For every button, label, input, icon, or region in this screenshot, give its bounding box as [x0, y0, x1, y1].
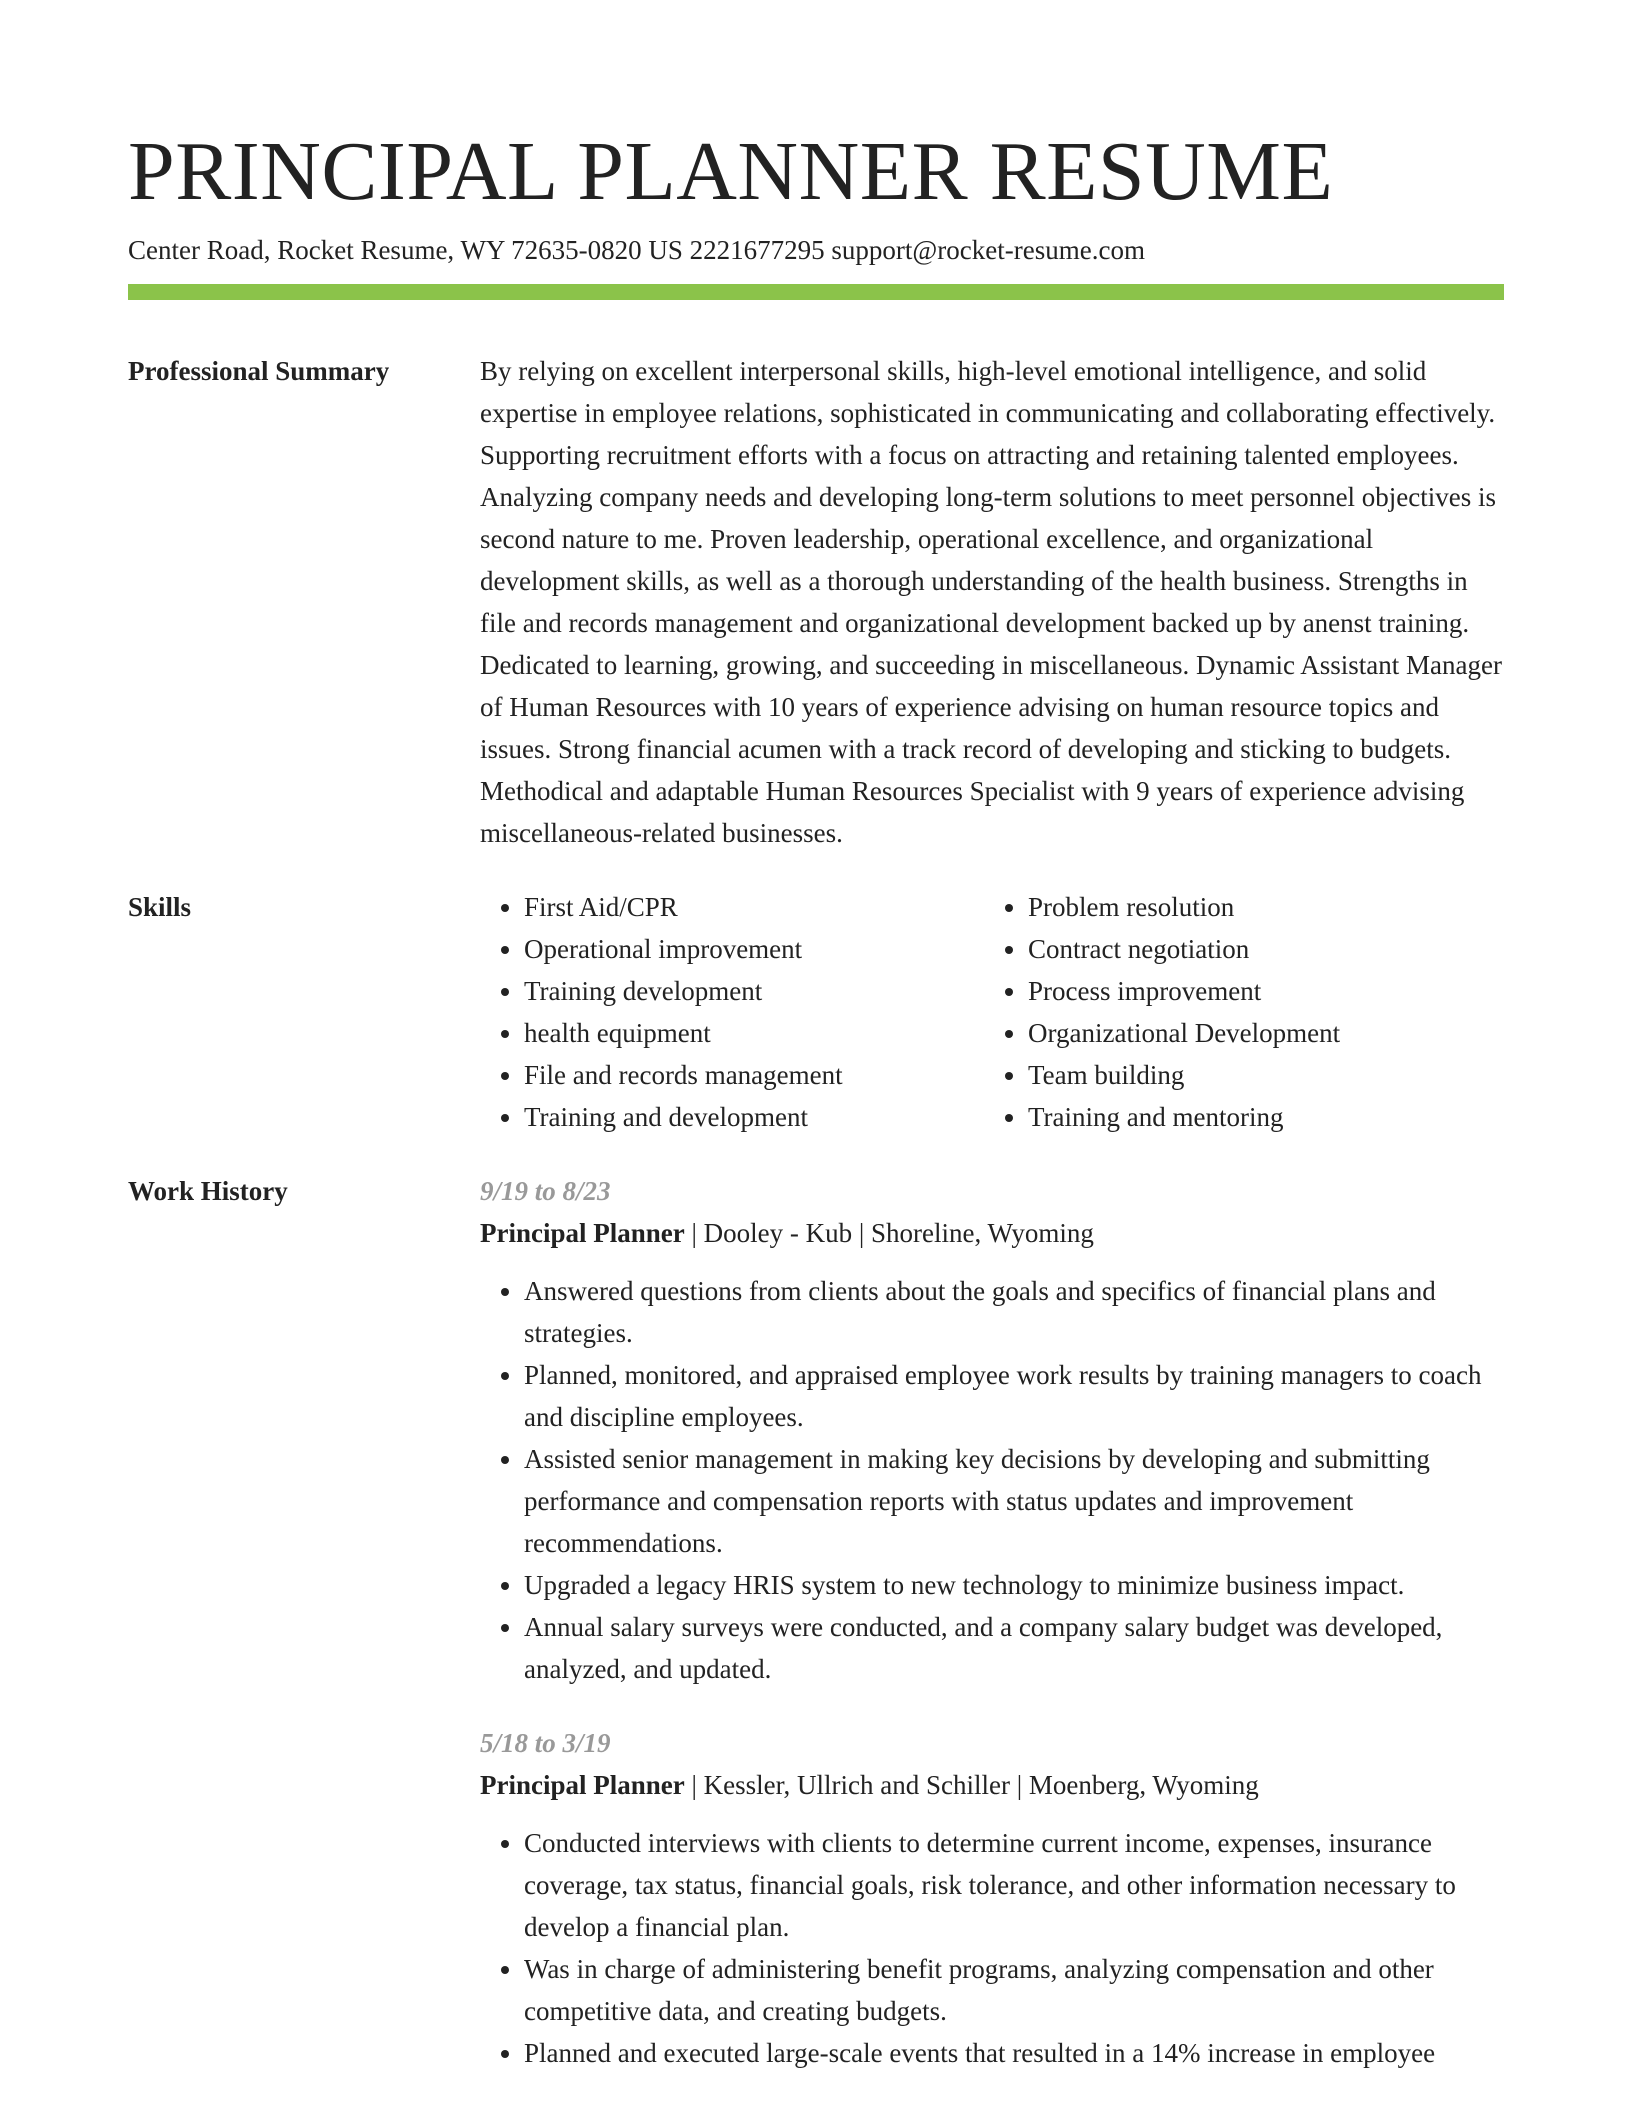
job-bullet: • Was in charge of administering benefit programs, analyzing compensation and other competitive data, and creating budgets.: [524, 1948, 1504, 2032]
summary-text: By relying on excellent interpersonal skills, high-level emotional intelligence, and solid expertise in employee relations, sophisticated in communicating and collaborating effectively. Supporting recruitment efforts with a focus on attracting and retaining talented employees. Analyzing company needs and developing long-term solutions to meet personnel objectives is second nature to me. Proven leadership, operational excellence, and organizational development skills, as well as a thorough understanding of the health business. Strengths in file and records management and organizational development backed up by anenst training. Dedicated to learning, growing, and succeeding in miscellaneous. Dynamic Assistant Manager of Human Resources with 10 years of experience advising on human resource topics and issues. Strong financial acumen with a track record of developing and sticking to budgets. Methodical and adaptable Human Resources Specialist with 9 years of experience advising miscellaneous-related businesses.: [480, 356, 1502, 848]
skill-item: • Operational improvement: [524, 928, 984, 970]
resume-title: PRINCIPAL PLANNER RESUME: [128, 125, 1334, 218]
job-bullet: • Annual salary surveys were conducted, and a company salary budget was developed, analyzed, and updated.: [524, 1606, 1504, 1690]
job-bullet: • Upgraded a legacy HRIS system to new technology to minimize business impact.: [524, 1564, 1504, 1606]
skills-list-right: [984, 886, 1488, 1138]
skill-item: • Problem resolution: [1028, 886, 1488, 928]
job-bullet-list: [480, 1822, 1504, 2074]
professional-summary-section: [128, 350, 1504, 854]
job-bullet: • Assisted senior management in making key decisions by developing and submitting performance and compensation reports with status updates and improvement recommendations.: [524, 1438, 1504, 1564]
skill-item: • Contract negotiation: [1028, 928, 1488, 970]
job-entry: [480, 1170, 1504, 1690]
resume-page: [128, 0, 1504, 2106]
skill-item: • File and records management: [524, 1054, 984, 1096]
skill-item: • health equipment: [524, 1012, 984, 1054]
job-company-location: | Dooley - Kub | Shoreline, Wyoming: [684, 1218, 1094, 1248]
job-bullet: • Planned and executed large-scale events that resulted in a 14% increase in employee: [524, 2032, 1504, 2074]
skills-section: [128, 886, 1504, 1138]
section-heading-summary: Professional Summary: [128, 356, 390, 386]
skills-list-left: [480, 886, 984, 1138]
job-bullet-list: [480, 1270, 1504, 1690]
job-dates: 5/18 to 3/19: [480, 1728, 611, 1758]
accent-divider: [128, 284, 1504, 300]
skill-item: • Training development: [524, 970, 984, 1012]
job-title: Principal Planner: [480, 1770, 685, 1800]
job-bullet: • Conducted interviews with clients to determine current income, expenses, insurance coverage, tax status, financial goals, risk tolerance, and other information necessary to develop a financial plan.: [524, 1822, 1504, 1948]
job-company-location: | Kessler, Ullrich and Schiller | Moenberg, Wyoming: [684, 1770, 1259, 1800]
job-dates: 9/19 to 8/23: [480, 1176, 611, 1206]
skill-item: • Training and mentoring: [1028, 1096, 1488, 1138]
work-history-section: [128, 1170, 1504, 2106]
skill-item: • Organizational Development: [1028, 1012, 1488, 1054]
section-heading-skills: Skills: [128, 892, 192, 922]
skill-item: • Training and development: [524, 1096, 984, 1138]
job-bullet: • Answered questions from clients about the goals and specifics of financial plans and strategies.: [524, 1270, 1504, 1354]
job-entry: [480, 1722, 1504, 2074]
skill-item: • Process improvement: [1028, 970, 1488, 1012]
job-title: Principal Planner: [480, 1218, 685, 1248]
job-bullet: • Planned, monitored, and appraised employee work results by training managers to coach and discipline employees.: [524, 1354, 1504, 1438]
skill-item: • First Aid/CPR: [524, 886, 984, 928]
section-heading-work: Work History: [128, 1176, 288, 1206]
job-title-line: [480, 1212, 1504, 1254]
contact-line: Center Road, Rocket Resume, WY 72635-0820 US 2221677295 support@rocket-resume.com: [128, 235, 1145, 265]
skill-item: • Team building: [1028, 1054, 1488, 1096]
job-title-line: [480, 1764, 1504, 1806]
